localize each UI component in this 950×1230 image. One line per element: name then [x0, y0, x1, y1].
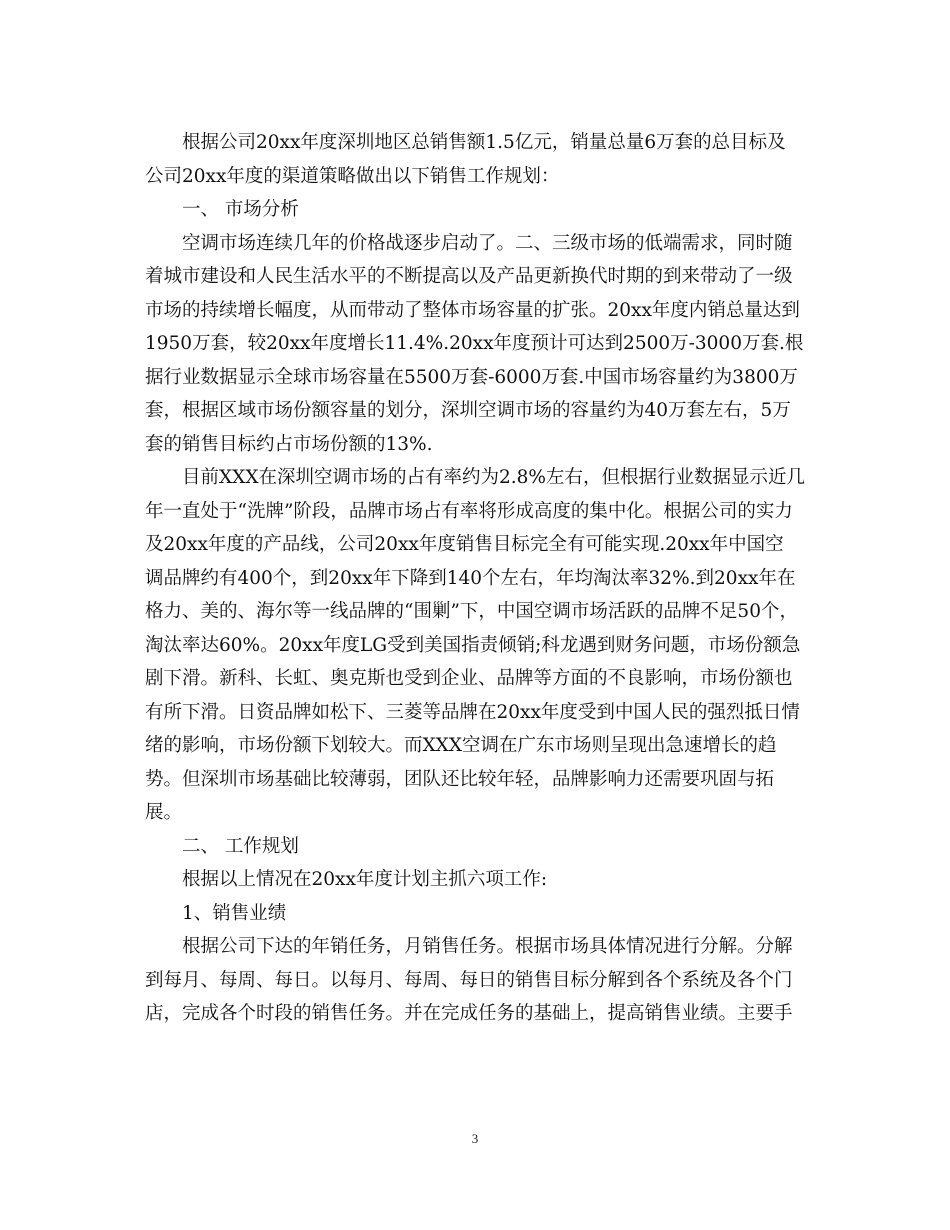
text-line: 空调市场连续几年的价格战逐步启动了。二、三级市场的低端需求，同时随: [145, 232, 793, 254]
text-line: 剧下滑。新科、长虹、奥克斯也受到企业、品牌等方面的不良影响，市场份额也: [145, 668, 793, 689]
text-line: 展。: [145, 802, 183, 823]
body-text: [145, 126, 809, 1031]
text-line: 调品牌约有400个，到20xx年下降到140个左右，年均淘汰率32%.到20xx年在: [145, 567, 796, 589]
text-line: 格力、美的、海尔等一线品牌的“围剿”下，中国空调市场活跃的品牌不足50个，: [145, 601, 798, 622]
text-line: 店，完成各个时段的销售任务。并在完成任务的基础上，提高销售业绩。主要手: [145, 1003, 793, 1024]
text-line: 到每月、每周、每日。以每月、每周、每日的销售目标分解到各个系统及各个门: [145, 969, 793, 991]
text-line: 及20xx年度的产品线，公司20xx年度销售目标完全有可能实现.20xx年中国空: [145, 534, 784, 555]
text-line: 根据公司下达的年销任务，月销售任务。根据市场具体情况进行分解。分解: [145, 936, 793, 957]
text-line: 年一直处于“洗牌”阶段，品牌市场占有率将形成高度的集中化。根据公司的实力: [145, 500, 793, 522]
text-line: 根据公司20xx年度深圳地区总销售额1.5亿元，销量总量6万套的总目标及: [145, 132, 786, 153]
subsection-heading: 1、销售业绩: [145, 902, 287, 924]
text-line: 市场的持续增长幅度，从而带动了整体市场容量的扩张。20xx年度内销总量达到: [145, 299, 800, 321]
text-line: 有所下滑。日资品牌如松下、三菱等品牌在20xx年度受到中国人民的强烈抵日情: [145, 701, 800, 723]
text-line: 根据以上情况在20xx年度计划主抓六项工作:: [145, 869, 548, 890]
section-heading: 二、 工作规划: [145, 835, 299, 857]
text-line: 目前XXX在深圳空调市场的占有率约为2.8%左右，但根据行业数据显示近几: [145, 467, 806, 488]
text-line: 淘汰率达60%。20xx年度LG受到美国指责倾销;科龙遇到财务问题，市场份额急: [145, 634, 801, 656]
text-line: 1950万套，较20xx年度增长11.4%.20xx年度预计可达到2500万-3000万套.根: [145, 333, 804, 354]
text-line: 套的销售目标约占市场份额的13%.: [145, 433, 433, 455]
text-line: 套，根据区域市场份额容量的划分，深圳空调市场的容量约为40万套左右，5万: [145, 400, 791, 421]
text-line: 势。但深圳市场基础比较薄弱，团队还比较年轻，品牌影响力还需要巩固与拓: [145, 768, 775, 790]
text-line: 着城市建设和人民生活水平的不断提高以及产品更新换代时期的到来带动了一级: [145, 266, 793, 287]
text-line: 绪的影响，市场份额下划较大。而XXX空调在广东市场则呈现出急速增长的趋: [145, 735, 777, 756]
page-number: 3: [471, 1131, 479, 1146]
text-line: 公司20xx年度的渠道策略做出以下销售工作规划：: [145, 165, 560, 187]
text-line: 据行业数据显示全球市场容量在5500万套-6000万套.中国市场容量约为3800万: [145, 366, 798, 388]
section-heading: 一、 市场分析: [145, 199, 299, 220]
